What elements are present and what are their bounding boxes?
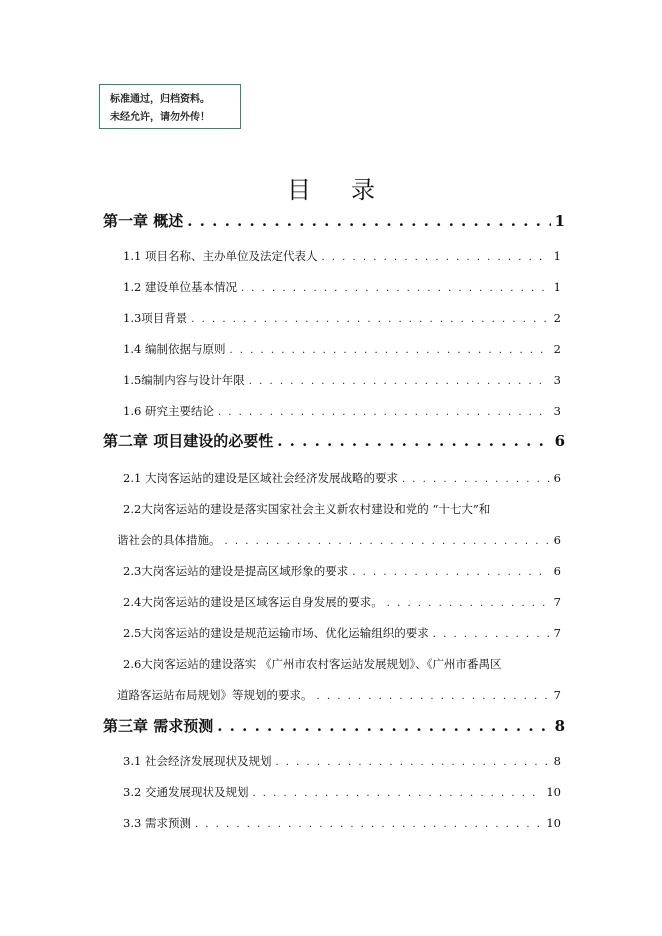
toc-page-number: 1 bbox=[554, 212, 565, 230]
toc-leader-dots bbox=[252, 788, 542, 799]
toc-page-number: 8 bbox=[553, 754, 561, 768]
toc-page-number: 6 bbox=[554, 432, 565, 450]
toc-page-number: 3 bbox=[553, 404, 561, 418]
toc-section-2-6-line-2[interactable] bbox=[117, 687, 561, 703]
toc-entry-label: 3.2 交通发展现状及规划 bbox=[123, 785, 249, 799]
toc-leader-dots bbox=[218, 407, 550, 418]
toc-page-number: 6 bbox=[553, 533, 561, 547]
toc-section-1-2[interactable] bbox=[123, 279, 561, 295]
toc-chapter-2[interactable] bbox=[103, 430, 565, 451]
toc-entry-label: 谐社会的具体措施。 bbox=[117, 533, 221, 547]
page-title: 目录 bbox=[287, 176, 415, 204]
toc-entry-label: 第三章 需求预测 bbox=[103, 717, 214, 735]
toc-page-number: 7 bbox=[553, 688, 561, 702]
toc-page-number: 6 bbox=[553, 564, 561, 578]
stamp-line-2: 未经允许，请勿外传！ bbox=[110, 112, 210, 123]
toc-page-number: 7 bbox=[553, 626, 561, 640]
toc-page-number: 2 bbox=[553, 342, 561, 356]
toc-section-1-4[interactable] bbox=[123, 341, 561, 357]
toc-leader-dots bbox=[277, 432, 550, 450]
toc-leader-dots bbox=[191, 314, 549, 325]
toc-entry-label: 道路客运站布局规划》等规划的要求。 bbox=[117, 688, 313, 702]
stamp-line-1: 标准通过，归档资料。 bbox=[110, 94, 210, 105]
toc-leader-dots bbox=[433, 629, 550, 640]
toc-section-1-1[interactable] bbox=[123, 248, 561, 264]
toc-section-3-2[interactable] bbox=[123, 784, 561, 800]
toc-entry-label: 2.1 大岗客运站的建设是区域社会经济发展战略的要求 bbox=[123, 471, 398, 485]
toc-leader-dots bbox=[229, 345, 549, 356]
toc-entry-label: 1.5编制内容与设计年限 bbox=[123, 373, 245, 387]
toc-chapter-1[interactable] bbox=[103, 210, 565, 231]
toc-entry-label: 2.3大岗客运站的建设是提高区域形象的要求 bbox=[123, 564, 349, 578]
toc-leader-dots bbox=[352, 567, 549, 578]
toc-page-number: 7 bbox=[553, 595, 561, 609]
toc-section-2-4[interactable] bbox=[123, 594, 561, 610]
toc-leader-dots bbox=[402, 474, 550, 485]
toc-leader-dots bbox=[387, 598, 550, 609]
toc-section-2-5[interactable] bbox=[123, 625, 561, 641]
toc-section-3-1[interactable] bbox=[123, 753, 561, 769]
toc-leader-dots bbox=[321, 252, 549, 263]
toc-entry-label: 3.1 社会经济发展现状及规划 bbox=[123, 754, 272, 768]
toc-leader-dots bbox=[275, 757, 549, 768]
toc-entry-label: 1.3项目背景 bbox=[123, 311, 188, 325]
toc-entry-label: 第一章 概述 bbox=[103, 212, 184, 230]
toc-section-3-3[interactable] bbox=[123, 815, 561, 831]
toc-entry-label: 第二章 项目建设的必要性 bbox=[103, 432, 274, 450]
toc-page-number: 1 bbox=[553, 249, 561, 263]
toc-section-2-2-line-1[interactable]: 2.2大岗客运站的建设是落实国家社会主义新农村建设和党的 “十七大”和 bbox=[123, 502, 491, 516]
toc-section-1-5[interactable] bbox=[123, 372, 561, 388]
toc-entry-label: 1.4 编制依据与原则 bbox=[123, 342, 226, 356]
toc-page-number: 10 bbox=[546, 785, 561, 799]
toc-leader-dots bbox=[217, 717, 550, 735]
toc-page-number: 1 bbox=[553, 280, 561, 294]
toc-section-2-2-line-2[interactable] bbox=[117, 532, 561, 548]
toc-page-number: 6 bbox=[553, 471, 561, 485]
toc-section-2-6-line-1[interactable]: 2.6大岗客运站的建设落实 《广州市农村客运站发展规划》、《广州市番禺区 bbox=[123, 657, 502, 671]
toc-leader-dots bbox=[195, 819, 542, 830]
toc-entry-label: 3.3 需求预测 bbox=[123, 816, 191, 830]
toc-leader-dots bbox=[249, 376, 550, 387]
toc-entry-label: 1.1 项目名称、主办单位及法定代表人 bbox=[123, 249, 318, 263]
approval-stamp bbox=[99, 84, 241, 129]
toc-leader-dots bbox=[317, 691, 550, 702]
toc-entry-label: 2.5大岗客运站的建设是规范运输市场、优化运输组织的要求 bbox=[123, 626, 429, 640]
toc-leader-dots bbox=[241, 283, 550, 294]
toc-leader-dots bbox=[225, 536, 550, 547]
toc-entry-label: 1.2 建设单位基本情况 bbox=[123, 280, 237, 294]
toc-leader-dots bbox=[187, 212, 550, 230]
toc-section-2-3[interactable] bbox=[123, 563, 561, 579]
toc-section-1-6[interactable] bbox=[123, 403, 561, 419]
toc-page-number: 10 bbox=[546, 816, 561, 830]
toc-section-1-3[interactable] bbox=[123, 310, 561, 326]
toc-page-number: 3 bbox=[553, 373, 561, 387]
toc-section-2-1[interactable] bbox=[123, 470, 561, 486]
toc-entry-label: 1.6 研究主要结论 bbox=[123, 404, 214, 418]
toc-page-number: 8 bbox=[554, 717, 565, 735]
toc-entry-label: 2.4大岗客运站的建设是区域客运自身发展的要求。 bbox=[123, 595, 383, 609]
toc-chapter-3[interactable] bbox=[103, 715, 565, 736]
toc-page-number: 2 bbox=[553, 311, 561, 325]
